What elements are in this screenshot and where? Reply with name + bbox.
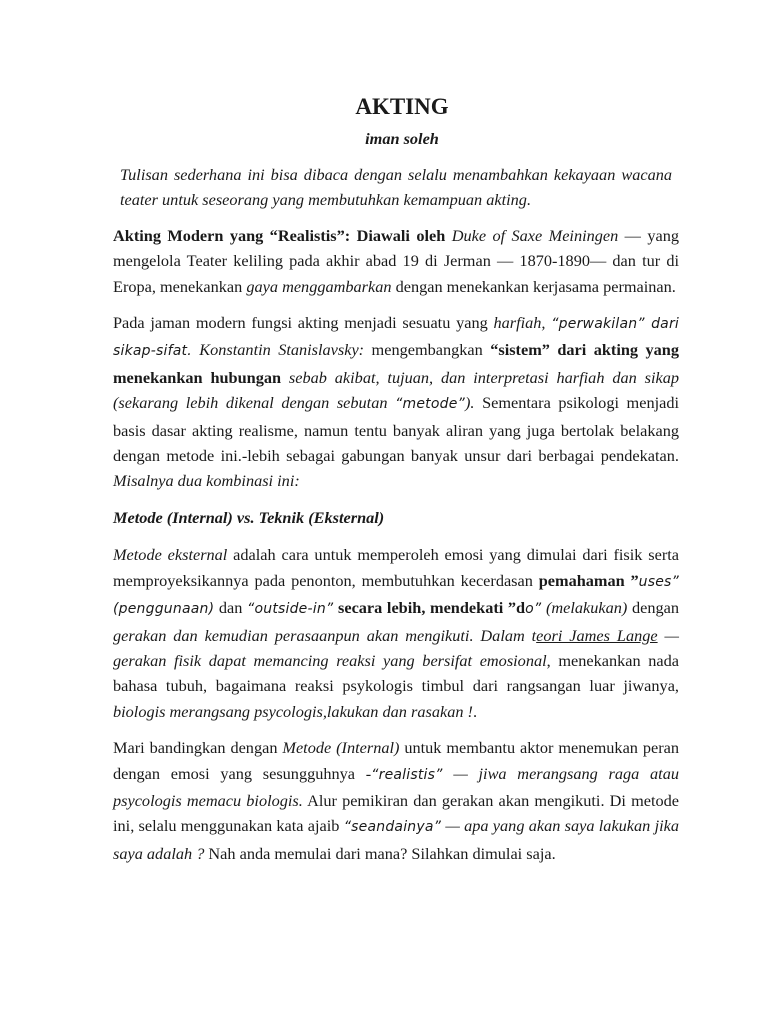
paragraph-external-method: Metode eksternal adalah cara untuk memperoleh emosi yang dimulai dari fisik serta memproyeksikannya pada penonton, membutuhkan kecerdasan pemahaman ”uses” (penggunaan) dan “outside-in” secara lebih, mendekati ”do” (melakukan) dengan gerakan dan kemudian perasaanpun akan mengikuti. Dalam teori James Lange — gerakan fisik dapat memancing reaksi yang bersifat emosional, menekankan nada bahasa tubuh, bagaimana reaksi psykologis timbul dari rangsangan luar jiwanya, biologis merangsang psycologis,lakukan dan rasakan !. bbox=[113, 545, 680, 721]
paragraph-internal-method: Mari bandingkan dengan Metode (Internal) untuk membantu aktor menemukan peran dengan emosi yang sesungguhnya -“realistis” — jiwa merangsang raga atau psycologis memacu biologis. Alur pemikiran dan gerakan akan mengikuti. Di metode ini, selalu menggunakan kata ajaib “seandainya” — apa yang akan saya lakukan jika saya adalah ? Nah anda memulai dari mana? Silahkan dimulai saja. bbox=[113, 738, 680, 863]
james-lange-link: eori James Lange bbox=[536, 625, 658, 645]
intro-paragraph: Tulisan sederhana ini bisa dibaca dengan selalu menambahkan kekayaan wacana teater untuk seseorang yang membutuhkan kemampuan akting. bbox=[120, 165, 672, 210]
document-body bbox=[113, 92, 679, 877]
paragraph-realistic-acting: Akting Modern yang “Realistis”: Diawali oleh Duke of Saxe Meiningen — yang mengelola Teater keliling pada akhir abad 19 di Jerman — 1870-1890— dan tur di Eropa, menekankan gaya menggambarkan dengan menekankan kerjasama permainan. bbox=[113, 225, 679, 296]
document-title: AKTING bbox=[355, 94, 449, 119]
section-heading: Metode (Internal) vs. Teknik (Eksternal) bbox=[113, 507, 385, 527]
document-author: iman soleh bbox=[365, 129, 439, 148]
paragraph-modern-acting: Pada jaman modern fungsi akting menjadi sesuatu yang harfiah, “perwakilan” dari sikap-sifat. Konstantin Stanislavsky: mengembangkan “sistem” dari akting yang menekankan hubungan sebab akibat, tujuan, dan interpretasi harfiah dan sikap (sekarang lebih dikenal dengan sebutan “metode”). Sementara psikologi menjadi basis dasar akting realisme, namun tentu banyak aliran yang juga bertolak belakang dengan metode ini.-lebih sebagai gabungan banyak unsur dari berbagai pendekatan. Misalnya dua kombinasi ini: bbox=[113, 313, 680, 491]
